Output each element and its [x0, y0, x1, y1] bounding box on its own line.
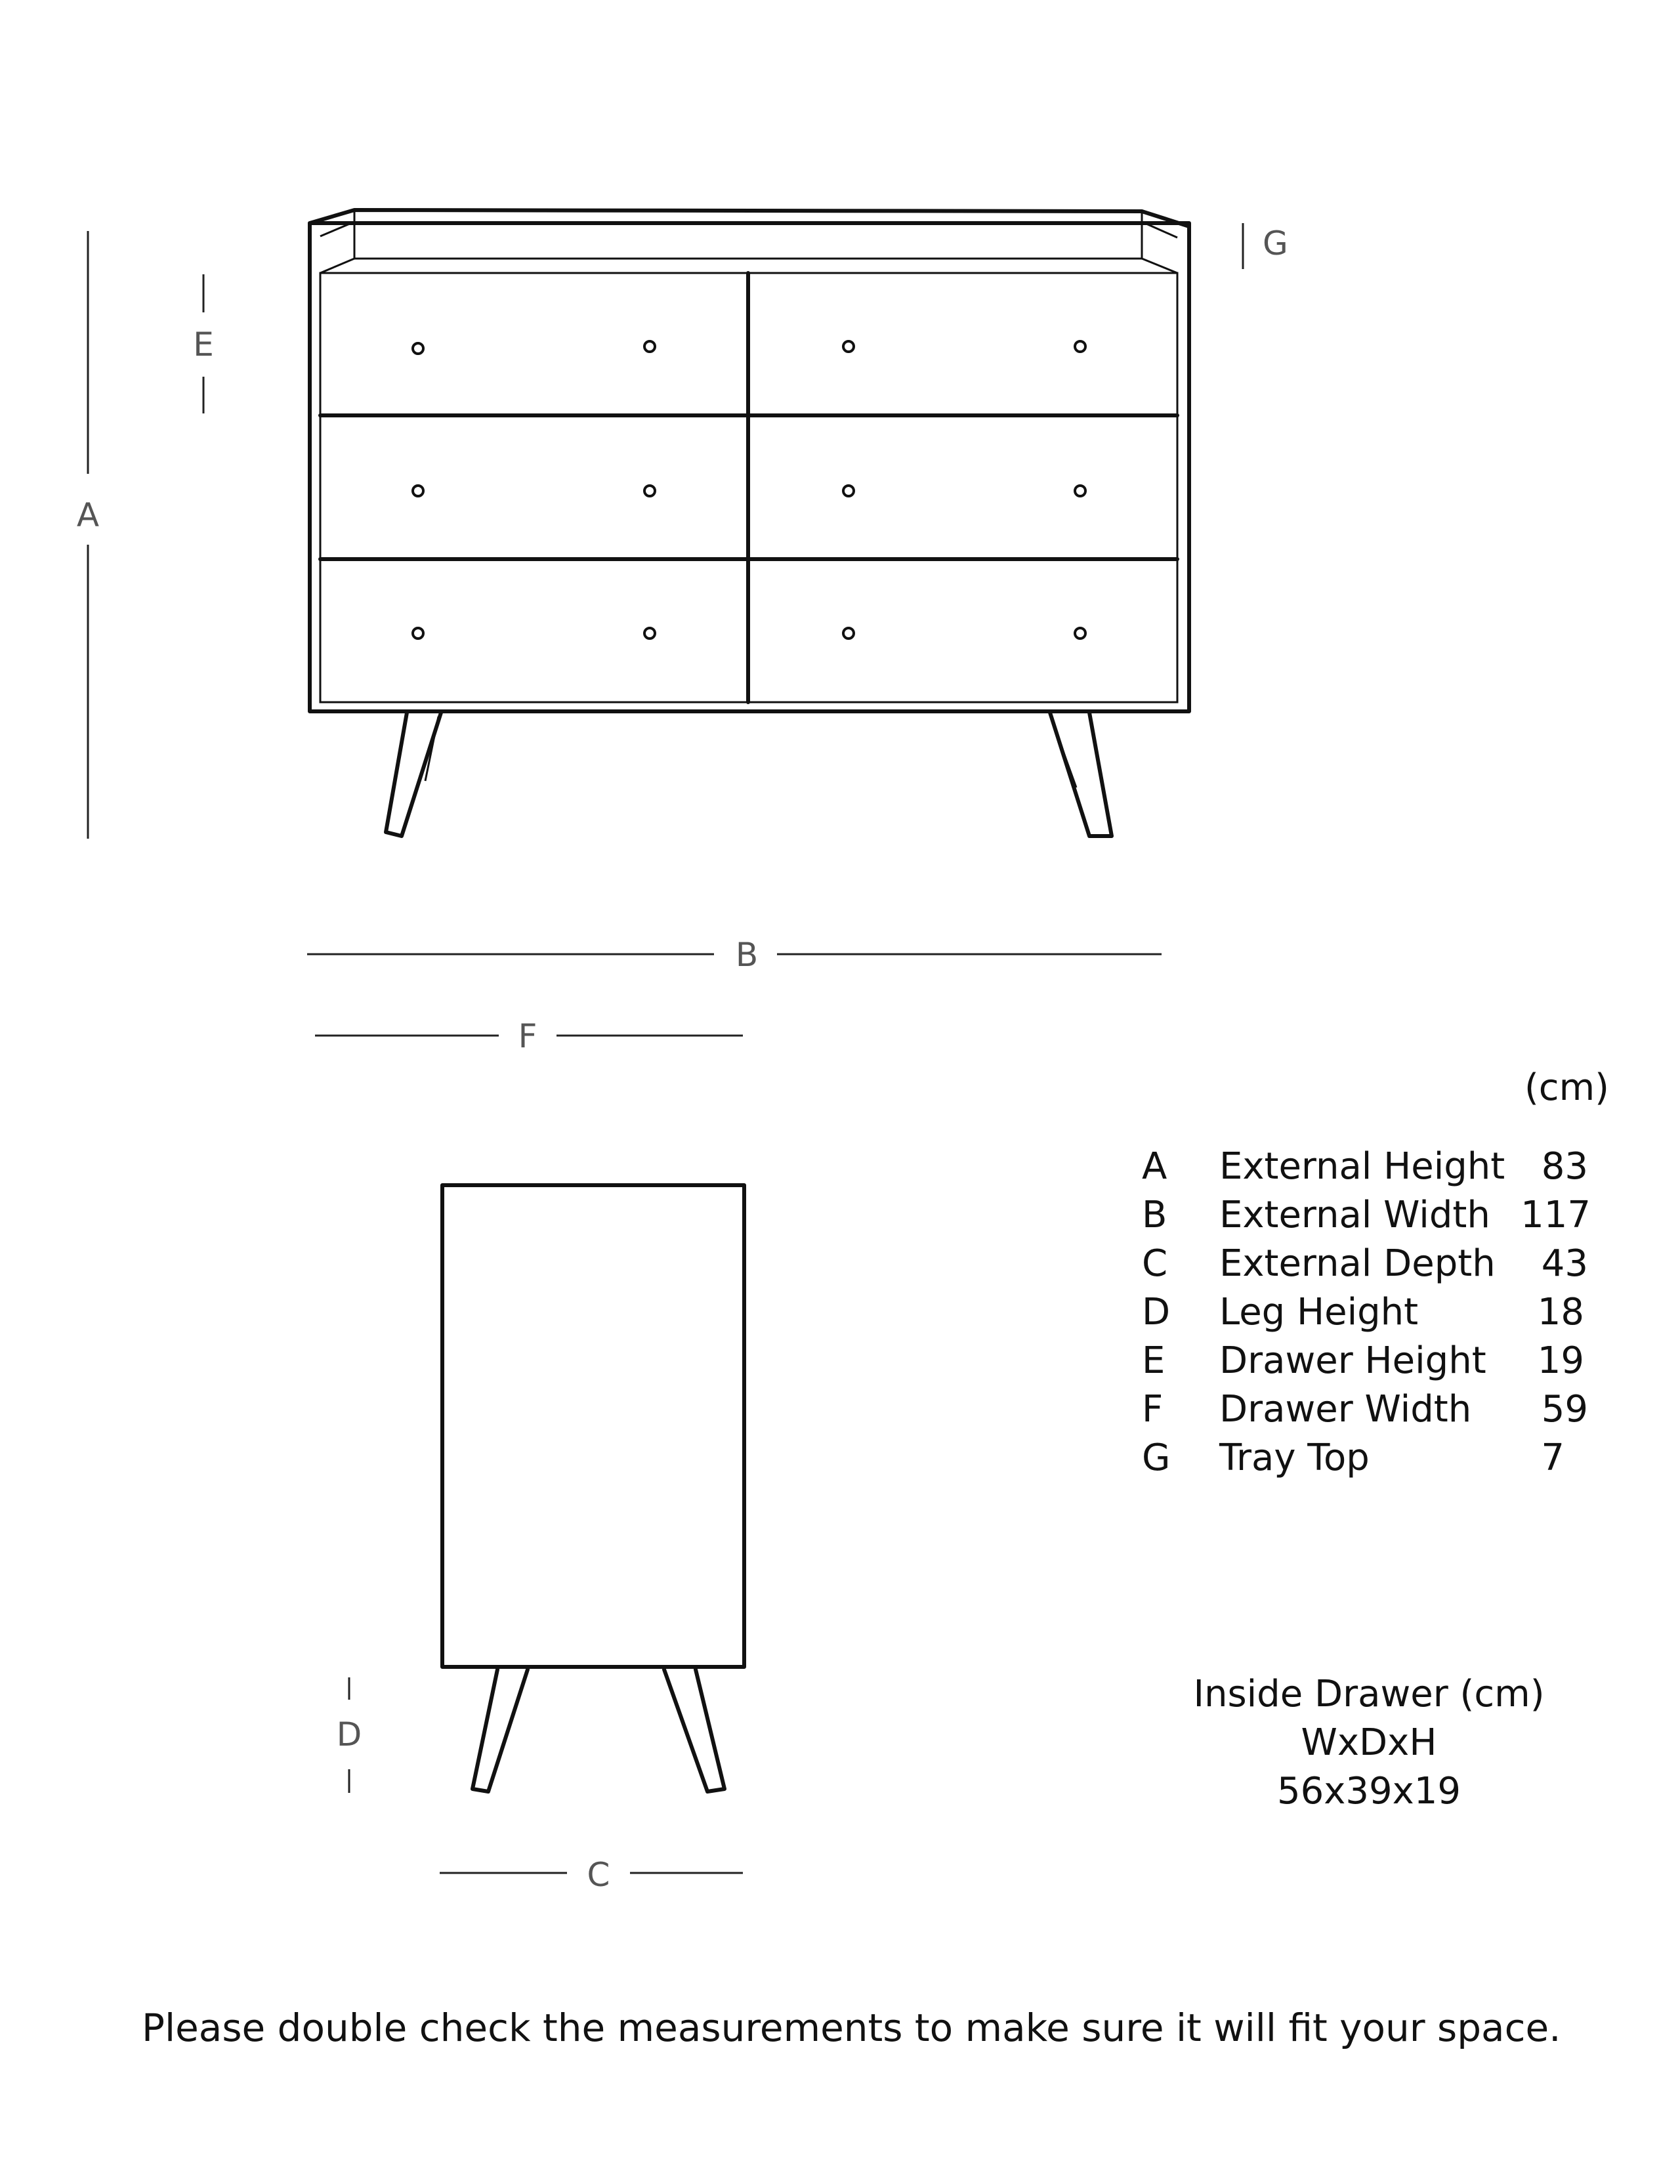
inside-drawer-value: 56x39x19	[1276, 1770, 1461, 1813]
measurement-value: 59	[1541, 1388, 1588, 1431]
measurement-letter: A	[1142, 1145, 1167, 1188]
dimension-b	[307, 936, 1162, 974]
dimension-c	[440, 1856, 743, 1894]
measurement-letter: E	[1142, 1339, 1166, 1382]
measurement-letter: G	[1142, 1437, 1171, 1479]
front-view	[310, 210, 1189, 836]
dimension-d	[337, 1677, 362, 1793]
drawer-knob	[644, 628, 655, 639]
measurement-row	[1142, 1194, 1591, 1236]
measurement-row	[1142, 1339, 1584, 1382]
measurement-label: Drawer Height	[1219, 1339, 1486, 1382]
drawer-knob	[843, 341, 854, 352]
dimension-b-label: B	[735, 936, 759, 974]
dimension-e-label: E	[193, 326, 214, 364]
dimension-d-label: D	[336, 1715, 362, 1754]
drawer-knob	[1075, 628, 1085, 639]
drawer-knob	[413, 628, 423, 639]
measurement-value: 117	[1521, 1194, 1591, 1236]
measurement-label: External Height	[1219, 1145, 1505, 1188]
drawer-knob	[644, 486, 655, 496]
tray-back-edge	[354, 210, 1142, 259]
leg-front-right	[1050, 713, 1112, 836]
measurement-row	[1142, 1242, 1588, 1285]
measurement-label: Drawer Width	[1219, 1388, 1472, 1431]
inside-drawer-format: WxDxH	[1301, 1721, 1437, 1764]
drawer-knob	[1075, 341, 1085, 352]
measurement-label: Leg Height	[1219, 1291, 1419, 1334]
drawer-knob	[644, 341, 655, 352]
tray-right-side	[1142, 222, 1177, 273]
inside-drawer-info	[1193, 1673, 1544, 1813]
measurement-value: 43	[1541, 1242, 1588, 1285]
leg-back-left	[425, 717, 438, 781]
side-view	[442, 1185, 744, 1792]
measurement-value: 19	[1537, 1339, 1584, 1382]
dimension-a	[77, 231, 99, 839]
measurement-row	[1142, 1437, 1564, 1479]
footer-note: Please double check the measurements to make sure it will fit your space.	[142, 2006, 1561, 2050]
side-body	[442, 1185, 744, 1667]
drawer-knob	[413, 486, 423, 496]
drawer-knob	[843, 628, 854, 639]
measurements-table	[1142, 1066, 1609, 1479]
units-label: (cm)	[1524, 1066, 1609, 1109]
drawer-knob	[1075, 486, 1085, 496]
measurement-value: 7	[1541, 1437, 1564, 1479]
measurement-label: External Depth	[1219, 1242, 1496, 1285]
leg-front-left	[386, 713, 441, 836]
dimension-e	[193, 274, 214, 413]
measurement-letter: C	[1142, 1242, 1168, 1285]
dimension-g	[1243, 223, 1288, 269]
measurement-value: 83	[1541, 1145, 1588, 1188]
measurement-row	[1142, 1291, 1584, 1334]
leg-back-right	[1053, 722, 1076, 788]
dimension-c-label: C	[587, 1856, 610, 1894]
measurement-value: 18	[1537, 1291, 1584, 1334]
measurement-letter: F	[1142, 1388, 1164, 1431]
dimension-a-label: A	[76, 496, 100, 534]
measurement-letter: D	[1142, 1291, 1171, 1334]
dimension-f	[315, 1017, 743, 1055]
dimension-g-label: G	[1263, 224, 1288, 262]
measurement-label: External Width	[1219, 1194, 1490, 1236]
measurement-row	[1142, 1145, 1588, 1188]
drawer-knob	[843, 486, 854, 496]
dimension-f-label: F	[518, 1017, 537, 1055]
measurement-letter: B	[1142, 1194, 1167, 1236]
inside-drawer-title: Inside Drawer (cm)	[1193, 1673, 1545, 1715]
tray-left-side	[320, 222, 354, 273]
measurement-label: Tray Top	[1219, 1437, 1370, 1479]
drawer-knob	[413, 343, 423, 354]
side-leg-front	[472, 1670, 528, 1792]
measurement-row	[1142, 1388, 1588, 1431]
side-leg-back	[664, 1670, 724, 1792]
